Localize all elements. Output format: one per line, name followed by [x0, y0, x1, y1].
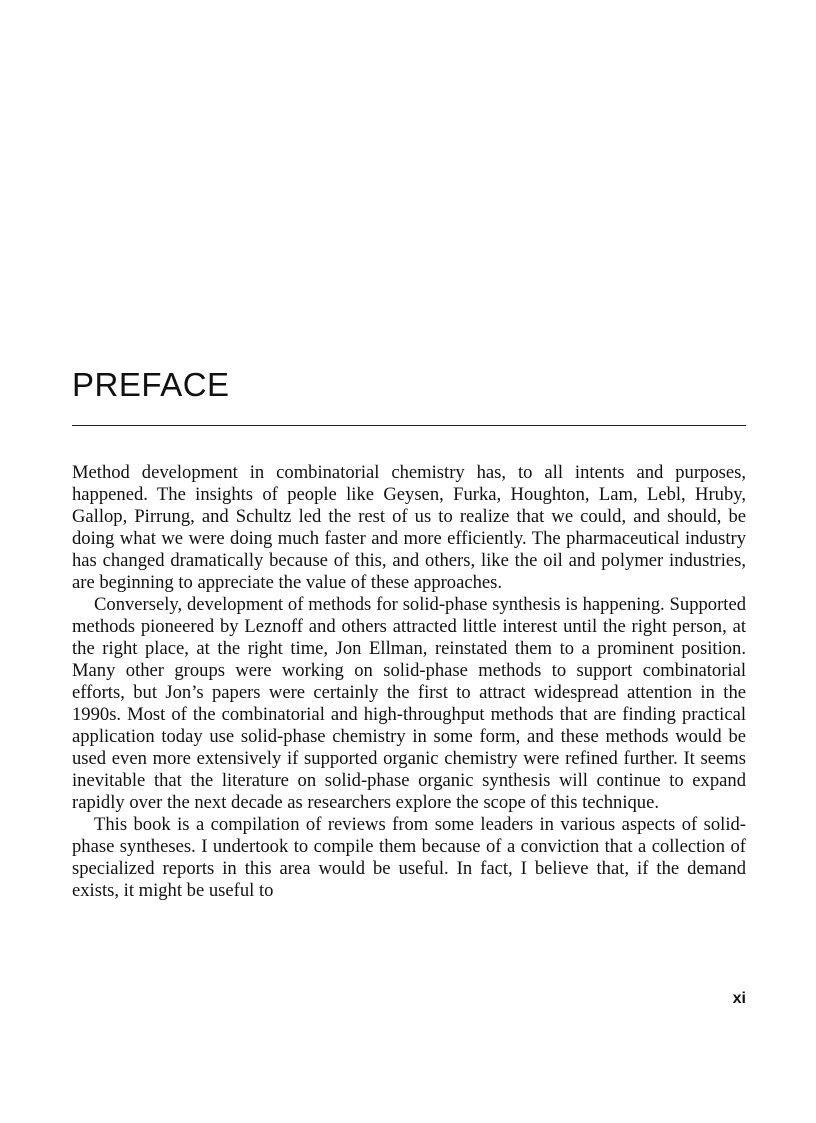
- body-text: [72, 462, 746, 902]
- paragraph: This book is a compilation of reviews from some leaders in various aspects of solid-phase syntheses. I undertook to compile them because of a conviction that a collection of specialized reports in this area would be useful. In fact, I believe that, if the demand exists, it might be useful to: [72, 814, 746, 901]
- page-title: PREFACE: [72, 366, 230, 403]
- paragraph: Conversely, development of methods for solid-phase synthesis is happening. Supported methods pioneered by Leznoff and others attracted little interest until the right person, at the right place, at the right time, Jon Ellman, reinstated them to a prominent position. Many other groups were working on solid-phase methods to support combinatorial efforts, but Jon’s papers were certainly the first to attract widespread attention in the 1990s. Most of the combinatorial and high-throughput methods that are finding practical application today use solid-phase chemistry in some form, and these methods would be used even more extensively if supported organic chemistry were refined further. It seems inevitable that the literature on solid-phase organic synthesis will continue to expand rapidly over the next decade as researchers explore the scope of this technique.: [72, 594, 746, 813]
- page-number: xi: [732, 990, 746, 1007]
- title-divider: [72, 425, 746, 426]
- paragraph: Method development in combinatorial chemistry has, to all intents and purposes, happened. The insights of people like Geysen, Furka, Houghton, Lam, Lebl, Hruby, Gallop, Pirrung, and Schultz led the rest of us to realize that we could, and should, be doing what we were doing much faster and more efficiently. The pharmaceutical industry has changed dramatically because of this, and others, like the oil and polymer industries, are beginning to appreciate the value of these approaches.: [72, 462, 746, 593]
